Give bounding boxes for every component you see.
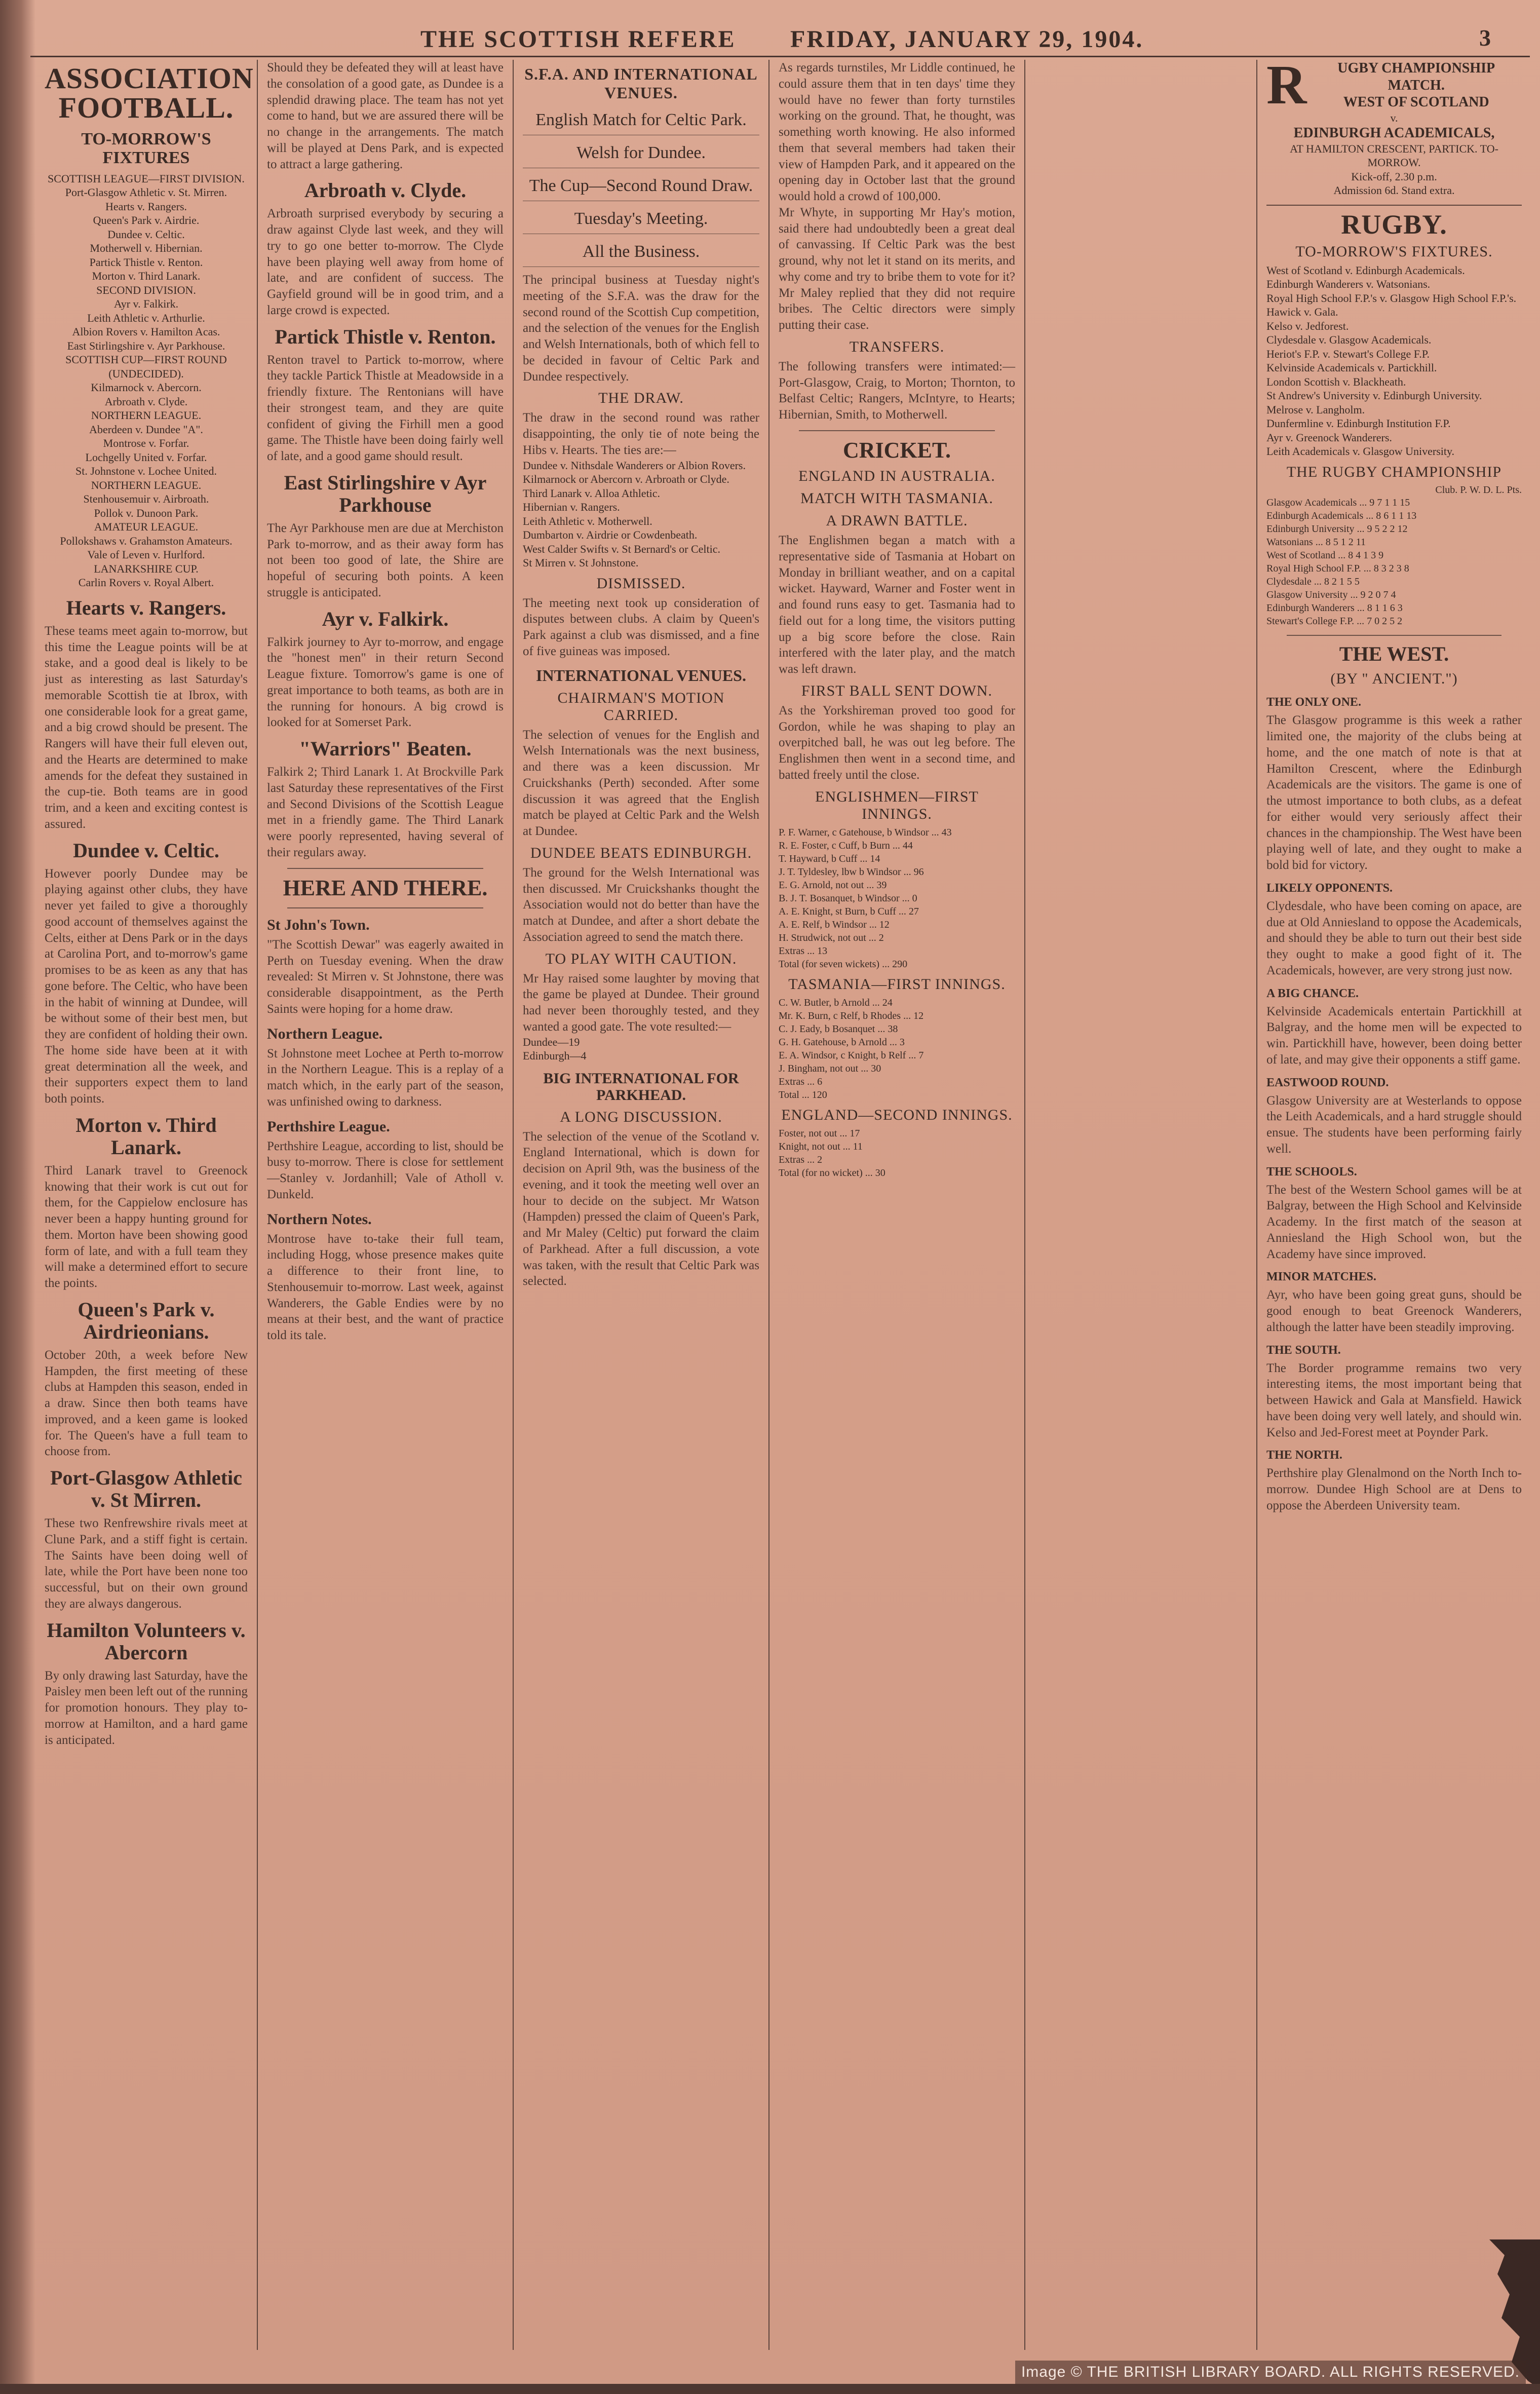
advert-line: Admission 6d. Stand extra. bbox=[1333, 184, 1455, 197]
fixture-line: Motherwell v. Hibernian. bbox=[90, 242, 203, 255]
fixture-line: Albion Rovers v. Hamilton Acas. bbox=[72, 325, 220, 338]
article-body: Falkirk 2; Third Lanark 1. At Brockville Park last Saturday these representatives of the First and Second Divisions of the Scottish League met in a friendly game. The Third Lanark were poorly represented, having several of their regulars away. bbox=[267, 765, 504, 859]
championship-row: Edinburgh Wanderers ... 8 1 1 6 3 bbox=[1266, 602, 1403, 614]
column-5 bbox=[1257, 60, 1531, 2370]
article-heading: East Stirlingshire v Ayr Parkhouse bbox=[284, 471, 487, 516]
article-heading: Arbroath v. Clyde. bbox=[304, 179, 467, 202]
fixture-line: Dundee v. Celtic. bbox=[107, 227, 185, 241]
championship-row: Glasgow Academicals ... 9 7 1 1 15 bbox=[1266, 497, 1410, 509]
rugby-fixture: Royal High School F.P.'s v. Glasgow High School F.P.'s. bbox=[1266, 291, 1517, 305]
article-body: By only drawing last Saturday, have the Paisley men been left out of the running for promotion honours. They play to-morrow at Hamilton, and a hard game is anticipated. bbox=[45, 1668, 248, 1747]
score-row: Total (for seven wickets) ... 290 bbox=[779, 958, 908, 970]
score-row: Extras ... 6 bbox=[779, 1076, 823, 1087]
scorecard-england-second bbox=[779, 1127, 1015, 1180]
fixture-line: Kilmarnock v. Abercorn. bbox=[91, 381, 202, 394]
article-body: The best of the Western School games will be at Balgray, between the High School and Kelvinside Academy. In the first match of the season at Anniesland the High School won, but the Academy have since improved. bbox=[1266, 1183, 1522, 1261]
score-row: E. G. Arnold, not out ... 39 bbox=[779, 879, 887, 891]
article-body: These teams meet again to-morrow, but this time the League points will be at stake, and a good deal is likely to be just as interesting as last Saturday's memorable Scottish tie at Ibrox, with one considerable look for a great game, and a big crowd should be present. The Rangers will have their full eleven out, and the Hearts are determined to make amends for the defeat they sustained in the cup-tie. Both teams are in good trim, and a keen and exciting contest is assured. bbox=[45, 624, 248, 831]
scorecard-tasmania bbox=[779, 996, 1015, 1101]
rugby-fixture: Ayr v. Greenock Wanderers. bbox=[1266, 431, 1392, 444]
championship-row: Edinburgh Academicals ... 8 6 1 1 13 bbox=[1266, 510, 1417, 522]
fixture-line: AMATEUR LEAGUE. bbox=[94, 520, 199, 534]
article-heading: THE ONLY ONE. bbox=[1266, 696, 1361, 709]
article-heading: Port-Glasgow Athletic v. St Mirren. bbox=[50, 1466, 242, 1512]
fixture-line: Aberdeen v. Dundee "A". bbox=[89, 423, 203, 436]
vote-line: Edinburgh—4 bbox=[523, 1049, 587, 1062]
fixture-line: Hearts v. Rangers. bbox=[105, 200, 187, 213]
fixture-line: Port-Glasgow Athletic v. St. Mirren. bbox=[65, 186, 227, 199]
article-heading: Northern League. bbox=[267, 1025, 383, 1042]
article-heading: LIKELY OPPONENTS. bbox=[1266, 881, 1393, 895]
fixture-line: St. Johnstone v. Lochee United. bbox=[75, 465, 217, 478]
divider bbox=[1287, 635, 1502, 636]
score-row: Foster, not out ... 17 bbox=[779, 1127, 860, 1139]
column-3 bbox=[514, 60, 768, 2370]
sub-heading: CHAIRMAN'S MOTION CARRIED. bbox=[557, 689, 725, 724]
article-heading: Hearts v. Rangers. bbox=[66, 596, 226, 619]
section-title: RUGBY. bbox=[1341, 209, 1447, 240]
article-body: Mr Whyte, in supporting Mr Hay's motion, said there had undoubtedly been a great deal of canvassing. If Celtic Park was the best ground, why not let it stand on its merits, and why come and try to bribe them to vote for it? Mr Maley replied that they did not require bribes. The Celtic directors were simply putting their case. bbox=[779, 205, 1015, 332]
binding-shadow bbox=[0, 0, 35, 2394]
article-body: As regards turnstiles, Mr Liddle continued, he could assure them that in ten days' time they would have no fewer than forty turnstiles working on the ground. That, he thought, was something worth knowing. He also informed them that several members had taken their view of Hampden Park, and it appeared on the opening day in October last that the ground would hold a crowd of 100,000. bbox=[779, 61, 1015, 203]
divider bbox=[287, 868, 483, 869]
sub-heading: DUNDEE BEATS EDINBURGH. bbox=[530, 844, 752, 861]
rugby-fixture: Dunfermline v. Edinburgh Institution F.P. bbox=[1266, 417, 1451, 430]
fixture-line: Queen's Park v. Airdrie. bbox=[93, 214, 200, 227]
score-row: T. Hayward, b Cuff ... 14 bbox=[779, 853, 880, 864]
article-body: These two Renfrewshire rivals meet at Clune Park, and a stiff fight is certain. The Saints have been doing well of late, while the Port have been none too successful, but on their own ground they are always dangerous. bbox=[45, 1516, 248, 1611]
rugby-fixture: London Scottish v. Blackheath. bbox=[1266, 375, 1406, 388]
article-body: Perthshire League, according to list, should be busy to-morrow. There is close for settlement—Stanley v. Jordanhill; Vale of Atholl v. Dunkeld. bbox=[267, 1139, 504, 1201]
article-body: Arbroath surprised everybody by securing a draw against Clyde last week, and they will try to go one better to-morrow. The Clyde have been playing well away from home of late, and are confident of success. The Gayfield ground will be in good trim, and a large crowd is expected. bbox=[267, 207, 504, 317]
column-2 bbox=[258, 60, 513, 2370]
section-heading: INTERNATIONAL VENUES. bbox=[536, 666, 746, 685]
fixture-line: SCOTTISH LEAGUE—FIRST DIVISION. bbox=[48, 172, 245, 185]
fixture-line: East Stirlingshire v. Ayr Parkhouse. bbox=[67, 339, 225, 352]
score-row: H. Strudwick, not out ... 2 bbox=[779, 932, 884, 943]
score-row: Mr. K. Burn, c Relf, b Rhodes ... 12 bbox=[779, 1010, 924, 1021]
article-body: Renton travel to Partick to-morrow, where they tackle Partick Thistle at Meadowside in a friendly fixture. The Rentonians will have their strongest team, and they are quite confident of giving the Firhill men a good game. The Thistle have been doing fairly well of late, and a good game should result. bbox=[267, 353, 504, 463]
deck-line: Welsh for Dundee. bbox=[523, 143, 759, 168]
section-title: ASSOCIATION FOOTBALL. bbox=[45, 62, 254, 124]
score-row: J. T. Tyldesley, lbw b Windsor ... 96 bbox=[779, 866, 924, 878]
article-body: Kelvinside Academicals entertain Partickhill at Balgray, and the home men will be expected to win. Partickhill have, however, been doing better of late, and may give their opponents a stiff game. bbox=[1266, 1004, 1522, 1067]
article-body: The selection of venues for the English and Welsh Internationals was the next business, and there was a keen discussion. Mr Cruickshanks (Perth) seconded. After some discussion it was agreed that the English match be played at Celtic Park and the Welsh at Dundee. bbox=[523, 728, 759, 839]
divider bbox=[799, 430, 995, 431]
sub-heading: TRANSFERS. bbox=[849, 338, 945, 355]
rugby-fixture: Edinburgh Wanderers v. Watsonians. bbox=[1266, 278, 1431, 291]
score-row: P. F. Warner, c Gatehouse, b Windsor ... 43 bbox=[779, 826, 952, 838]
article-heading: EASTWOOD ROUND. bbox=[1266, 1076, 1389, 1089]
draw-tie: St Mirren v. St Johnstone. bbox=[523, 556, 639, 569]
article-body: The meeting next took up consideration of disputes between clubs. A claim by Queen's Park against a club was dismissed, and a fine of five guineas was imposed. bbox=[523, 596, 759, 658]
score-row: Extras ... 2 bbox=[779, 1154, 823, 1165]
deck-line: Tuesday's Meeting. bbox=[523, 209, 759, 234]
score-row: C. J. Eady, b Bosanquet ... 38 bbox=[779, 1023, 898, 1035]
rugby-fixture: West of Scotland v. Edinburgh Academicals. bbox=[1266, 263, 1465, 277]
sub-heading: THE DRAW. bbox=[598, 390, 684, 407]
draw-ties-list bbox=[523, 459, 759, 570]
championship-table bbox=[1266, 496, 1522, 628]
fixture-line: NORTHERN LEAGUE. bbox=[91, 409, 202, 422]
fixture-line: Lochgelly United v. Forfar. bbox=[85, 450, 207, 464]
article-body: However poorly Dundee may be playing against other clubs, they have never yet failed to give a thoroughly good account of themselves against the Celts, either at Dens Park or in the days at Carolina Port, and to-morrow's game promises to be as keen as any that has gone before. The Celtic, who have been in the habit of winning at Dundee, will be without some of their best men, but they are confident of holding their own. The home side have been at it with great determination all the week, and their supporters expect them to land both points. bbox=[45, 866, 248, 1106]
article-body: Glasgow University are at Westerlands to oppose the Leith Academicals, and a hard struggle should ensue. The students have been performing fairly well. bbox=[1266, 1093, 1522, 1156]
score-row: A. E. Knight, st Burn, b Cuff ... 27 bbox=[779, 905, 919, 917]
article-body: Falkirk journey to Ayr to-morrow, and engage the "honest men" in their return Second League fixture. Tomorrow's game is one of great importance to both teams, as both are in the running for honours. A big crowd is looked for at Somerset Park. bbox=[267, 635, 504, 730]
championship-row: Royal High School F.P. ... 8 3 2 3 8 bbox=[1266, 563, 1409, 575]
article-heading: St John's Town. bbox=[267, 916, 370, 933]
article-body: "The Scottish Dewar" was eagerly awaited in Perth on Tuesday evening. When the draw revealed: St Mirren v. St Johnstone, there was considerable disappointment, as the Perth Saints were hoping for a home draw. bbox=[267, 937, 504, 1016]
rugby-fixture: Kelso v. Jedforest. bbox=[1266, 319, 1349, 332]
scorecard-heading: ENGLISHMEN—FIRST INNINGS. bbox=[815, 788, 979, 822]
draw-tie: Dundee v. Nithsdale Wanderers or Albion Rovers. bbox=[523, 459, 746, 472]
deck-line: English Match for Celtic Park. bbox=[523, 110, 759, 135]
article-body: The principal business at Tuesday night's meeting of the S.F.A. was the draw for the second round of the Scottish Cup competition, and the selection of the venues for the English and Welsh Internationals, both of which fell to be decided in favour of Celtic Park and Dundee respectively. bbox=[523, 273, 759, 384]
advert-line: EDINBURGH ACADEMICALS, bbox=[1293, 125, 1495, 141]
article-heading: Queen's Park v. Airdrieonians. bbox=[78, 1298, 215, 1343]
fixture-line: SECOND DIVISION. bbox=[96, 283, 196, 296]
article-body: The ground for the Welsh International was then discussed. Mr Cruickshanks thought the Association would not do better than have the match at Dundee, and after a short debate the Association agreed to send the match there. bbox=[523, 865, 759, 944]
fixture-line: Pollok v. Dunoon Park. bbox=[94, 506, 199, 519]
article-heading: Partick Thistle v. Renton. bbox=[275, 325, 496, 348]
byline: (BY " ANCIENT.") bbox=[1330, 670, 1458, 688]
article-body: Mr Hay raised some laughter by moving that the game be played at Dundee. Their ground had never been thoroughly tested, and they wanted a good gate. The vote resulted:— bbox=[523, 971, 759, 1034]
article-body: The selection of the venue of the Scotland v. England International, which is down for decision on April 9th, was the business of the evening, and it took the meeting well over an hour to decide on the subject. Mr Watson (Hampden) pressed the claim of Queen's Park, and Mr Maley (Celtic) put forward the claim of Parkhead. After a full discussion, a vote was taken, with the result that Celtic Park was selected. bbox=[523, 1129, 759, 1288]
sub-heading: A LONG DISCUSSION. bbox=[560, 1108, 722, 1125]
article-heading: "Warriors" Beaten. bbox=[299, 737, 472, 760]
article-body: The Ayr Parkhouse men are due at Merchiston Park to-morrow, and as their away form has not been too good of late, the Shire are hopeful of securing both points. A keen struggle is anticipated. bbox=[267, 521, 504, 599]
section-heading: CRICKET. bbox=[842, 437, 951, 463]
sub-heading: TO PLAY WITH CAUTION. bbox=[545, 950, 737, 967]
divider bbox=[287, 907, 483, 908]
article-body: The following transfers were intimated:— Port-Glasgow, Craig, to Morton; Thornton, to Belfast Celtic; Rangers, McIntyre, to Hearts; Hibernian, Smith, to Motherwell. bbox=[779, 359, 1015, 422]
championship-row: Edinburgh University ... 9 5 2 2 12 bbox=[1266, 523, 1408, 535]
article-heading: Morton v. Third Lanark. bbox=[75, 1113, 217, 1159]
score-row: Total (for no wicket) ... 30 bbox=[779, 1167, 885, 1179]
rugby-fixture: Melrose v. Langholm. bbox=[1266, 403, 1365, 416]
advert-line: WEST OF SCOTLAND bbox=[1343, 94, 1489, 110]
fixture-line: Arbroath v. Clyde. bbox=[104, 395, 188, 408]
draw-tie: Leith Athletic v. Motherwell. bbox=[523, 514, 652, 527]
fixture-line: Partick Thistle v. Renton. bbox=[89, 255, 203, 269]
rugby-fixture-list bbox=[1266, 263, 1522, 459]
scorecard-england bbox=[779, 826, 1015, 971]
fixture-line: Vale of Leven v. Hurlford. bbox=[87, 548, 205, 561]
fixture-line: Pollokshaws v. Grahamston Amateurs. bbox=[60, 534, 233, 547]
article-body: As the Yorkshireman proved too good for Gordon, while he was shaping to play an overpitched ball, he was out leg before. The Englishmen then went in a second time, and batted freely until the close. bbox=[779, 703, 1015, 782]
article-heading: MINOR MATCHES. bbox=[1266, 1270, 1376, 1284]
championship-row: Watsonians ... 8 5 1 2 11 bbox=[1266, 537, 1366, 548]
article-body: Perthshire play Glenalmond on the North Inch to-morrow. Dundee High School are at Dens to oppose the Aberdeen University team. bbox=[1266, 1466, 1522, 1512]
image-credit: Image © THE BRITISH LIBRARY BOARD. ALL RIGHTS RESERVED. bbox=[1015, 2361, 1526, 2384]
rugby-fixture: Leith Academicals v. Glasgow University. bbox=[1266, 445, 1455, 458]
score-row: B. J. T. Bosanquet, b Windsor ... 0 bbox=[779, 892, 917, 904]
championship-row: Clydesdale ... 8 2 1 5 5 bbox=[1266, 576, 1360, 588]
rugby-fixture: Hawick v. Gala. bbox=[1266, 306, 1338, 319]
deck-line: ENGLAND IN AUSTRALIA. bbox=[798, 468, 995, 485]
column-4 bbox=[769, 60, 1024, 2370]
article-body: Montrose have to-take their full team, including Hogg, whose presence makes quite a difference to their front line, to Stenhousemuir to-morrow. Last week, against Wanderers, the Gable Endies were by no means at their best, and the want of practice told its tale. bbox=[267, 1232, 504, 1343]
advert-line: UGBY CHAMPIONSHIP MATCH. bbox=[1337, 60, 1495, 93]
deck-line: The Cup—Second Round Draw. bbox=[523, 176, 759, 201]
fixture-line: Stenhousemuir v. Airbroath. bbox=[83, 492, 209, 506]
section-heading: THE WEST. bbox=[1339, 642, 1449, 666]
draw-tie: Hibernian v. Rangers. bbox=[523, 501, 620, 513]
fixture-line: SCOTTISH CUP—FIRST ROUND (UNDECIDED). bbox=[65, 353, 227, 380]
article-heading: Northern Notes. bbox=[267, 1210, 372, 1228]
score-row: C. W. Butler, b Arnold ... 24 bbox=[779, 997, 893, 1008]
masthead bbox=[30, 20, 1530, 57]
score-row: Extras ... 13 bbox=[779, 945, 828, 957]
fixture-line: Ayr v. Falkirk. bbox=[113, 297, 179, 311]
article-heading: Dundee v. Celtic. bbox=[73, 839, 219, 862]
draw-tie: West Calder Swifts v. St Bernard's or Celtic. bbox=[523, 542, 720, 555]
issue-date: FRIDAY, JANUARY 29, 1904. bbox=[790, 26, 1144, 53]
advert-line: v. bbox=[1390, 111, 1398, 124]
score-row: J. Bingham, not out ... 30 bbox=[779, 1062, 881, 1074]
draw-tie: Dumbarton v. Airdrie or Cowdenbeath. bbox=[523, 528, 698, 541]
championship-row: Stewart's College F.P. ... 7 0 2 5 2 bbox=[1266, 616, 1403, 627]
article-body: Third Lanark travel to Greenock knowing that their work is cut out for them, for the Cappielow enclosure has never been a happy hunting ground for them. Morton have been showing good form of late, and with a full team they will make a determined effort to secure the points. bbox=[45, 1163, 248, 1290]
rugby-fixture: Kelvinside Academicals v. Partickhill. bbox=[1266, 361, 1437, 374]
score-row: A. E. Relf, b Windsor ... 12 bbox=[779, 919, 890, 930]
draw-tie: Kilmarnock or Abercorn v. Arbroath or Clyde. bbox=[523, 473, 729, 485]
article-heading: THE SOUTH. bbox=[1266, 1343, 1341, 1357]
article-heading: A BIG CHANCE. bbox=[1266, 986, 1359, 1000]
deck-line: All the Business. bbox=[523, 242, 759, 267]
article-body: October 20th, a week before New Hampden, the first meeting of these clubs at Hampden this season, ended in a draw. Since then both teams have improved, and a keen game is looked for. The Queen's have a full team to choose from. bbox=[45, 1348, 248, 1459]
championship-row: West of Scotland ... 8 4 1 3 9 bbox=[1266, 550, 1384, 561]
rugby-fixture: Clydesdale v. Glasgow Academicals. bbox=[1266, 333, 1432, 347]
article-body: The Glasgow programme is this week a rather limited one, the majority of the clubs being at home, and the one match of note is that at Hamilton Crescent, where the Edinburgh Academicals are the visitors. The game is one of the utmost importance to both clubs, as a defeat for either would very seriously affect their chances in the championship. The West have been playing well of late, and they ought to make a bold bid for victory. bbox=[1266, 713, 1522, 872]
sub-heading: FIRST BALL SENT DOWN. bbox=[801, 682, 993, 699]
score-row: Total ... 120 bbox=[779, 1089, 827, 1100]
article-heading: Ayr v. Falkirk. bbox=[322, 607, 449, 630]
fixture-line: Carlin Rovers v. Royal Albert. bbox=[78, 576, 214, 589]
vote-line: Dundee—19 bbox=[523, 1035, 580, 1048]
championship-row: Glasgow University ... 9 2 0 7 4 bbox=[1266, 589, 1396, 601]
section-heading: S.F.A. AND INTERNATIONAL VENUES. bbox=[524, 65, 758, 102]
advert-line: AT HAMILTON CRESCENT, PARTICK. TO-MORROW. bbox=[1290, 142, 1498, 169]
sub-heading: THE RUGBY CHAMPIONSHIP bbox=[1286, 463, 1502, 480]
fixture-line: Montrose v. Forfar. bbox=[103, 437, 189, 450]
score-row: R. E. Foster, c Cuff, b Burn ... 44 bbox=[779, 840, 913, 851]
rugby-fixture: Heriot's F.P. v. Stewart's College F.P. bbox=[1266, 347, 1430, 360]
scorecard-heading: TASMANIA—FIRST INNINGS. bbox=[788, 975, 1006, 993]
article-heading: Hamilton Volunteers v. Abercorn bbox=[47, 1618, 246, 1664]
article-body: The Border programme remains two very interesting items, the most important being that between Hawick and Gala at Mansfield. Hawick have been doing very well lately, and should win. Kelso and Jed-Forest meet at Poynder Park. bbox=[1266, 1361, 1522, 1439]
fixture-line: Morton v. Third Lanark. bbox=[92, 270, 201, 283]
article-heading: THE SCHOOLS. bbox=[1266, 1165, 1357, 1179]
section-heading: BIG INTERNATIONAL FOR PARKHEAD. bbox=[543, 1070, 739, 1104]
sub-heading: DISMISSED. bbox=[596, 575, 686, 592]
advert-line: Kick-off, 2.30 p.m. bbox=[1351, 170, 1437, 183]
fixture-list bbox=[45, 172, 248, 590]
paper-title: THE SCOTTISH REFERE bbox=[420, 26, 736, 53]
page-edge bbox=[0, 2384, 1540, 2394]
drop-cap-r: R bbox=[1266, 60, 1307, 116]
article-body: Ayr, who have been going great guns, should be good enough to beat Greenock Wanderers, although the latter have been steadily improving. bbox=[1266, 1288, 1522, 1334]
table-header: Club. P. W. D. L. Pts. bbox=[1435, 484, 1522, 496]
fixtures-heading: TO-MORROW'S FIXTURES bbox=[81, 130, 211, 168]
score-row: G. H. Gatehouse, b Arnold ... 3 bbox=[779, 1036, 905, 1048]
section-heading: HERE AND THERE. bbox=[283, 875, 488, 900]
article-body: St Johnstone meet Lochee at Perth to-morrow in the Northern League. This is a replay of a match which, in the early part of the season, was unfinished owing to darkness. bbox=[267, 1046, 504, 1109]
article-body: The Englishmen began a match with a representative side of Tasmania at Hobart on Monday in brilliant weather, and on a capital wicket. Hayward, Warner and Foster went in and found runs easy to get. Tasmania had to field out for a long time, the visitors putting up a big score before the close. Rain interfered with the later play, and the match was left drawn. bbox=[779, 534, 1015, 676]
column-1 bbox=[35, 60, 257, 2370]
article-body: Should they be defeated they will at least have the consolation of a good gate, as Dundee is a splendid drawing place. The team has not yet come to hand, but we are assured there will be no change in the arrangements. The match will be played at Dens Park, and is expected to attract a large gathering. bbox=[267, 61, 504, 171]
article-body: Clydesdale, who have been coming on apace, are due at Old Anniesland to oppose the Academicals, and should they be able to turn out their best side they ought to make a good fight of it. The Academicals, however, are very strong just now. bbox=[1266, 899, 1522, 977]
sub-heading: TO-MORROW'S FIXTURES. bbox=[1295, 243, 1493, 260]
score-row: E. A. Windsor, c Knight, b Relf ... 7 bbox=[779, 1049, 924, 1061]
fixture-line: LANARKSHIRE CUP. bbox=[94, 562, 199, 575]
rugby-match-advert bbox=[1266, 60, 1522, 206]
score-row: Knight, not out ... 11 bbox=[779, 1141, 863, 1152]
deck-line: A DRAWN BATTLE. bbox=[826, 512, 968, 529]
rugby-fixture: St Andrew's University v. Edinburgh University. bbox=[1266, 389, 1482, 402]
fixture-line: NORTHERN LEAGUE. bbox=[91, 478, 202, 491]
page-number: 3 bbox=[1479, 25, 1491, 51]
article-heading: Perthshire League. bbox=[267, 1118, 390, 1135]
draw-tie: Third Lanark v. Alloa Athletic. bbox=[523, 486, 661, 500]
article-body: The draw in the second round was rather disappointing, the only tie of note being the Hibs v. Hearts. The ties are:— bbox=[523, 411, 759, 457]
scorecard-heading: ENGLAND—SECOND INNINGS. bbox=[781, 1106, 1013, 1123]
article-heading: THE NORTH. bbox=[1266, 1449, 1342, 1462]
fixture-line: Leith Athletic v. Arthurlie. bbox=[87, 311, 205, 324]
deck-line: MATCH WITH TASMANIA. bbox=[800, 490, 993, 507]
vote-results bbox=[523, 1035, 759, 1063]
column-rule bbox=[1024, 60, 1025, 2350]
